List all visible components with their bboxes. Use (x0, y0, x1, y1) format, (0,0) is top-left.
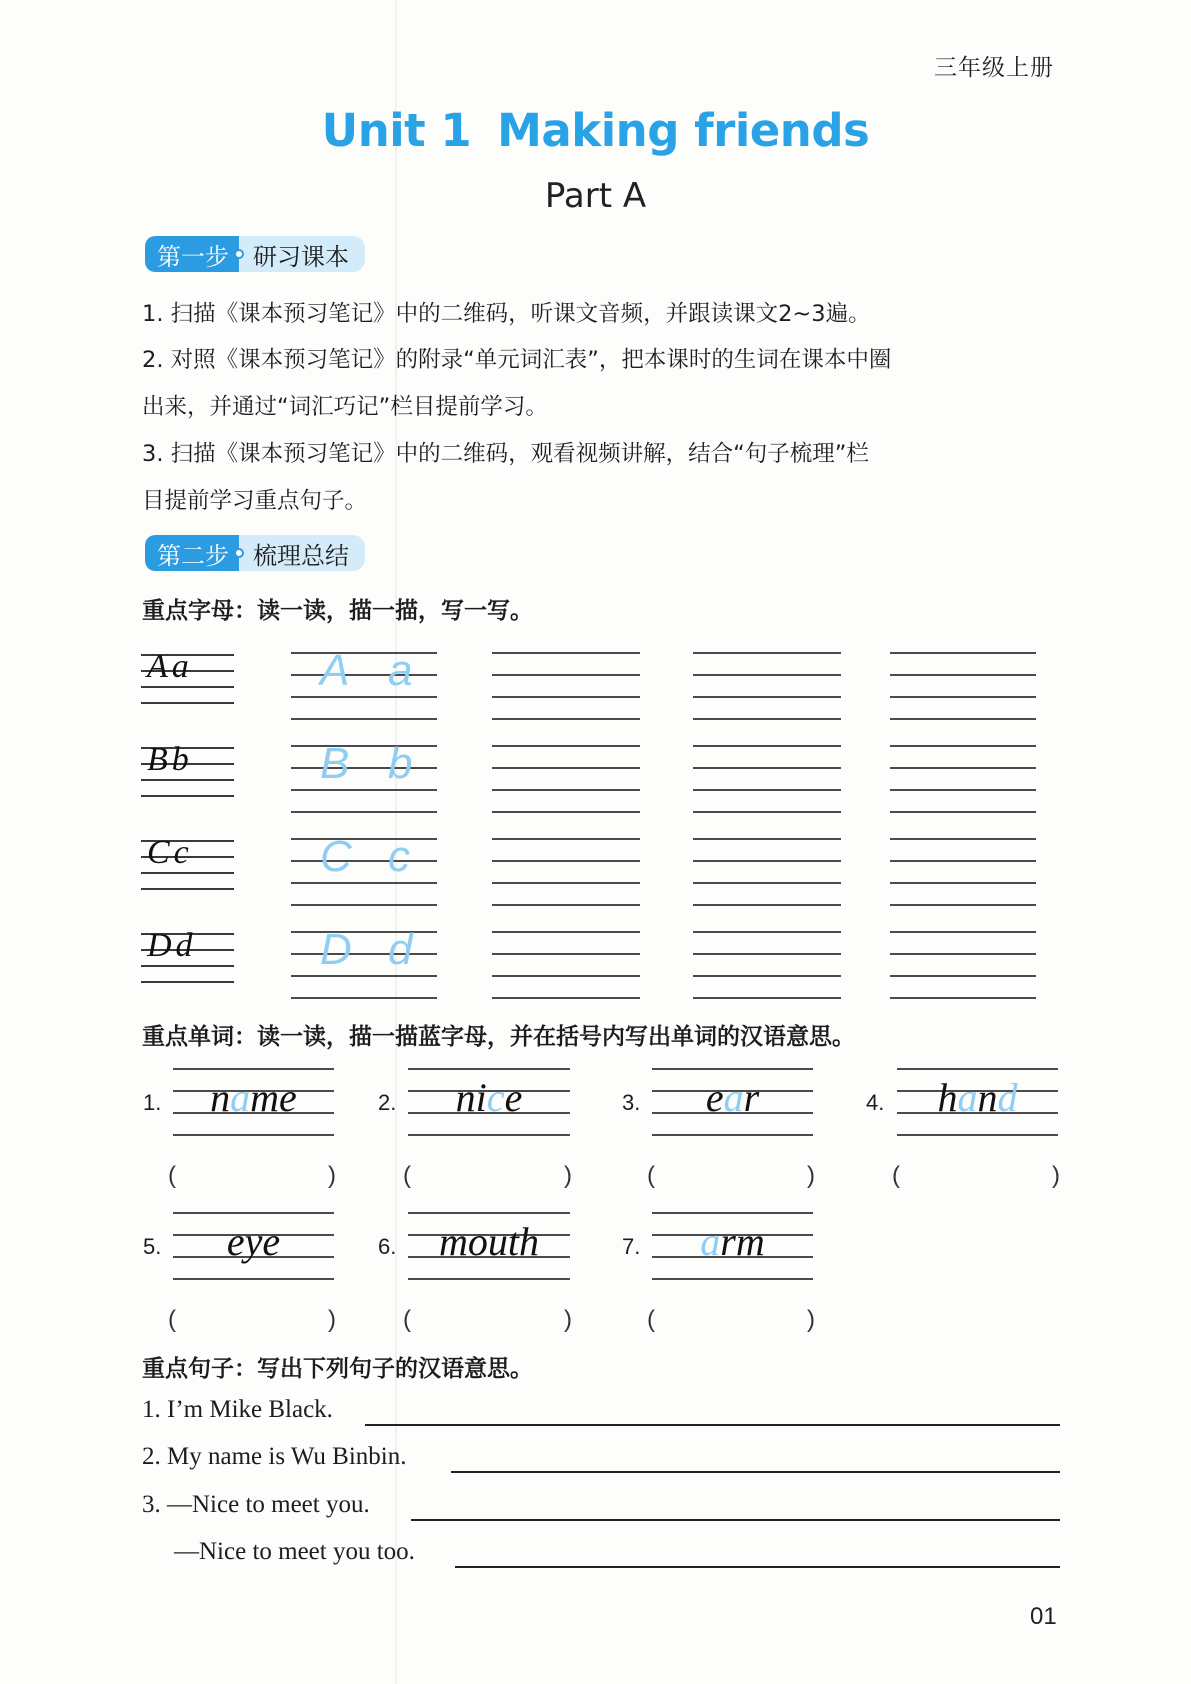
printed-letters: eye (226, 1219, 281, 1264)
unit-number: Unit 1 (321, 104, 472, 157)
writing-line (492, 975, 640, 977)
sentence-2: 2. My name is Wu Binbin. (142, 1443, 407, 1470)
writing-line (291, 882, 437, 884)
meaning-answer-ear[interactable] (662, 1162, 803, 1190)
writing-line (693, 882, 841, 884)
answer-paren-close: ) (1052, 1162, 1060, 1189)
writing-line (492, 931, 640, 933)
writing-line (492, 718, 640, 720)
answer-paren-open: ( (168, 1162, 176, 1189)
blue-trace-letters: a (230, 1075, 251, 1120)
word-number: 5. (143, 1234, 162, 1259)
letter-example-glyph: Bb (147, 741, 193, 778)
blue-trace-letters: a (723, 1075, 744, 1120)
writing-lines-dd-3[interactable] (693, 931, 841, 1031)
writing-line (492, 767, 640, 769)
writing-line (291, 860, 437, 862)
writing-line (291, 811, 437, 813)
writing-line (291, 838, 437, 840)
writing-line (492, 674, 640, 676)
word-line (652, 1068, 813, 1070)
answer-paren-open: ( (168, 1306, 176, 1333)
writing-line (890, 811, 1036, 813)
trace-letter-upper: B (320, 739, 350, 788)
step1-item-2-cont: 出来，并通过“词汇巧记”栏目提前学习。 (142, 394, 548, 420)
writing-line (291, 953, 437, 955)
writing-line (693, 975, 841, 977)
blue-trace-letters: a (700, 1219, 721, 1264)
unit-title (0, 104, 1191, 157)
step2-badge (145, 535, 365, 571)
writing-line (492, 652, 640, 654)
trace-word-nice (408, 1074, 570, 1121)
sentences-heading: 重点句子：写出下列句子的汉语意思。 (142, 1356, 533, 1382)
writing-line (492, 838, 640, 840)
letter-example-glyph: Dd (147, 927, 197, 964)
writing-lines-bb-2[interactable] (492, 745, 640, 845)
writing-lines-aa-2[interactable] (492, 652, 640, 752)
writing-line (291, 718, 437, 720)
writing-line (291, 789, 437, 791)
step1-item-2: 2. 对照《课本预习笔记》的附录“单元词汇表”，把本课时的生词在课本中圈 (142, 347, 892, 373)
word-line (173, 1278, 334, 1280)
page-number: 01 (1030, 1603, 1057, 1630)
writing-line (890, 882, 1036, 884)
writing-line (492, 997, 640, 999)
writing-line (291, 745, 437, 747)
writing-line (890, 953, 1036, 955)
meaning-answer-name[interactable] (183, 1162, 324, 1190)
answer-blank-1[interactable] (365, 1424, 1060, 1426)
dot-icon (234, 249, 244, 259)
writing-line (693, 953, 841, 955)
step1-item-3: 3. 扫描《课本预习笔记》中的二维码，观看视频讲解，结合“句子梳理”栏 (142, 441, 869, 467)
trace-letter-upper: D (320, 925, 352, 974)
writing-line (890, 860, 1036, 862)
writing-line (890, 718, 1036, 720)
dot-icon (234, 548, 244, 558)
writing-line (492, 860, 640, 862)
writing-line (492, 811, 640, 813)
writing-line (693, 860, 841, 862)
letter-example-glyph: Cc (147, 834, 193, 871)
writing-line (693, 718, 841, 720)
word-line (897, 1068, 1058, 1070)
writing-lines-aa-3[interactable] (693, 652, 841, 752)
step2-name: 梳理总结 (239, 535, 365, 571)
letter-example-cc (141, 834, 234, 888)
letter-example-glyph: Aa (147, 648, 193, 685)
word-line (652, 1212, 813, 1214)
letter-example-aa (141, 648, 234, 702)
printed-letters: h (937, 1075, 958, 1120)
writing-line (890, 931, 1036, 933)
answer-paren-close: ) (807, 1306, 815, 1333)
writing-line (693, 674, 841, 676)
printed-letters: me (250, 1075, 297, 1120)
writing-lines-cc-3[interactable] (693, 838, 841, 938)
writing-line (291, 975, 437, 977)
trace-word-name (173, 1074, 334, 1121)
word-line (173, 1134, 334, 1136)
word-line (408, 1134, 570, 1136)
word-line (408, 1068, 570, 1070)
writing-line (693, 904, 841, 906)
writing-lines-dd-1[interactable] (291, 931, 437, 1031)
writing-line (693, 696, 841, 698)
writing-lines-bb-1[interactable] (291, 745, 437, 845)
trace-letter-lower: a (388, 646, 413, 695)
blue-trace-letters: d (997, 1075, 1018, 1120)
answer-paren-open: ( (647, 1306, 655, 1333)
printed-letters: r (743, 1075, 760, 1120)
part-title: Part A (544, 176, 647, 216)
word-line (652, 1134, 813, 1136)
writing-line (890, 789, 1036, 791)
meaning-answer-arm[interactable] (662, 1306, 803, 1334)
word-line (173, 1212, 334, 1214)
word-line (897, 1134, 1058, 1136)
printed-letters: e (705, 1075, 724, 1120)
sentence-3b: —Nice to meet you too. (174, 1538, 415, 1565)
blue-trace-letters: a (957, 1075, 978, 1120)
sentence-3a: 3. —Nice to meet you. (142, 1491, 370, 1518)
writing-lines-aa-1[interactable] (291, 652, 437, 752)
word-number: 1. (143, 1090, 162, 1115)
blue-trace-letters: c (486, 1075, 505, 1120)
writing-line (693, 767, 841, 769)
writing-line (492, 904, 640, 906)
guide-line (141, 981, 234, 983)
trace-letter-upper: A (320, 646, 350, 695)
writing-line (890, 997, 1036, 999)
word-line (408, 1278, 570, 1280)
guide-line (141, 965, 234, 967)
word-number: 4. (866, 1090, 885, 1115)
writing-line (291, 931, 437, 933)
trace-word-ear (652, 1074, 813, 1121)
writing-line (693, 997, 841, 999)
printed-letters: mouth (439, 1219, 539, 1264)
word-number: 6. (378, 1234, 397, 1259)
meaning-answer-mouth[interactable] (418, 1306, 560, 1334)
writing-lines-cc-2[interactable] (492, 838, 640, 938)
writing-line (492, 745, 640, 747)
writing-line (492, 953, 640, 955)
writing-line (693, 931, 841, 933)
step1-item-1: 1. 扫描《课本预习笔记》中的二维码，听课文音频，并跟读课文2~3遍。 (142, 301, 871, 327)
answer-blank-2[interactable] (451, 1471, 1060, 1473)
writing-line (693, 789, 841, 791)
trace-word-eye (173, 1218, 334, 1265)
trace-letter-lower: d (388, 925, 413, 974)
printed-letters: e (504, 1075, 523, 1120)
letter-example-bb (141, 741, 234, 795)
writing-line (890, 745, 1036, 747)
answer-blank-3b[interactable] (455, 1566, 1060, 1568)
writing-line (693, 838, 841, 840)
writing-line (291, 696, 437, 698)
grade-label: 三年级上册 (934, 55, 1054, 81)
trace-letter-lower: b (388, 739, 413, 788)
answer-paren-open: ( (647, 1162, 655, 1189)
trace-letter-upper: C (320, 832, 352, 881)
writing-lines-bb-4[interactable] (890, 745, 1036, 845)
guide-line (141, 795, 234, 797)
meaning-answer-nice[interactable] (418, 1162, 560, 1190)
word-line (173, 1068, 334, 1070)
writing-line (890, 904, 1036, 906)
trace-word-mouth (408, 1218, 570, 1265)
writing-line (693, 652, 841, 654)
writing-lines-bb-3[interactable] (693, 745, 841, 845)
writing-line (291, 652, 437, 654)
step1-label: 第一步 (145, 236, 239, 272)
guide-line (141, 779, 234, 781)
answer-paren-open: ( (892, 1162, 900, 1189)
guide-line (141, 888, 234, 890)
answer-paren-open: ( (403, 1162, 411, 1189)
word-number: 7. (622, 1234, 641, 1259)
writing-lines-dd-2[interactable] (492, 931, 640, 1031)
answer-paren-close: ) (564, 1306, 572, 1333)
printed-letters: rm (720, 1219, 765, 1264)
step1-item-3-cont: 目提前学习重点句子。 (142, 488, 368, 514)
writing-line (890, 674, 1036, 676)
guide-line (141, 702, 234, 704)
trace-word-arm (652, 1218, 813, 1265)
writing-line (291, 904, 437, 906)
trace-word-hand (897, 1074, 1058, 1121)
step1-name: 研习课本 (239, 236, 365, 272)
writing-line (693, 745, 841, 747)
printed-letters: ni (455, 1075, 487, 1120)
writing-line (890, 652, 1036, 654)
meaning-answer-eye[interactable] (183, 1306, 324, 1334)
answer-paren-close: ) (328, 1306, 336, 1333)
answer-blank-3a[interactable] (411, 1519, 1060, 1521)
writing-line (291, 674, 437, 676)
letter-example-dd (141, 927, 234, 981)
step1-badge (145, 236, 365, 272)
word-number: 3. (622, 1090, 641, 1115)
trace-letter-lower: c (388, 832, 410, 881)
writing-line (890, 838, 1036, 840)
writing-line (492, 882, 640, 884)
writing-line (890, 975, 1036, 977)
printed-letters: n (977, 1075, 998, 1120)
guide-line (141, 872, 234, 874)
words-heading: 重点单词：读一读，描一描蓝字母，并在括号内写出单词的汉语意思。 (142, 1024, 855, 1050)
meaning-answer-hand[interactable] (907, 1162, 1048, 1190)
word-line (652, 1278, 813, 1280)
writing-line (291, 997, 437, 999)
answer-paren-close: ) (328, 1162, 336, 1189)
writing-lines-dd-4[interactable] (890, 931, 1036, 1031)
writing-line (492, 789, 640, 791)
guide-line (141, 686, 234, 688)
answer-paren-close: ) (564, 1162, 572, 1189)
writing-line (890, 696, 1036, 698)
writing-lines-cc-4[interactable] (890, 838, 1036, 938)
sentence-1: 1. I’m Mike Black. (142, 1396, 333, 1423)
unit-name: Making friends (497, 104, 870, 157)
step2-label: 第二步 (145, 535, 239, 571)
writing-lines-aa-4[interactable] (890, 652, 1036, 752)
word-line (408, 1212, 570, 1214)
writing-line (890, 767, 1036, 769)
word-number: 2. (378, 1090, 397, 1115)
writing-line (693, 811, 841, 813)
printed-letters: n (210, 1075, 231, 1120)
answer-paren-close: ) (807, 1162, 815, 1189)
answer-paren-open: ( (403, 1306, 411, 1333)
writing-lines-cc-1[interactable] (291, 838, 437, 938)
writing-line (492, 696, 640, 698)
letters-heading: 重点字母：读一读，描一描，写一写。 (142, 598, 533, 624)
writing-line (291, 767, 437, 769)
